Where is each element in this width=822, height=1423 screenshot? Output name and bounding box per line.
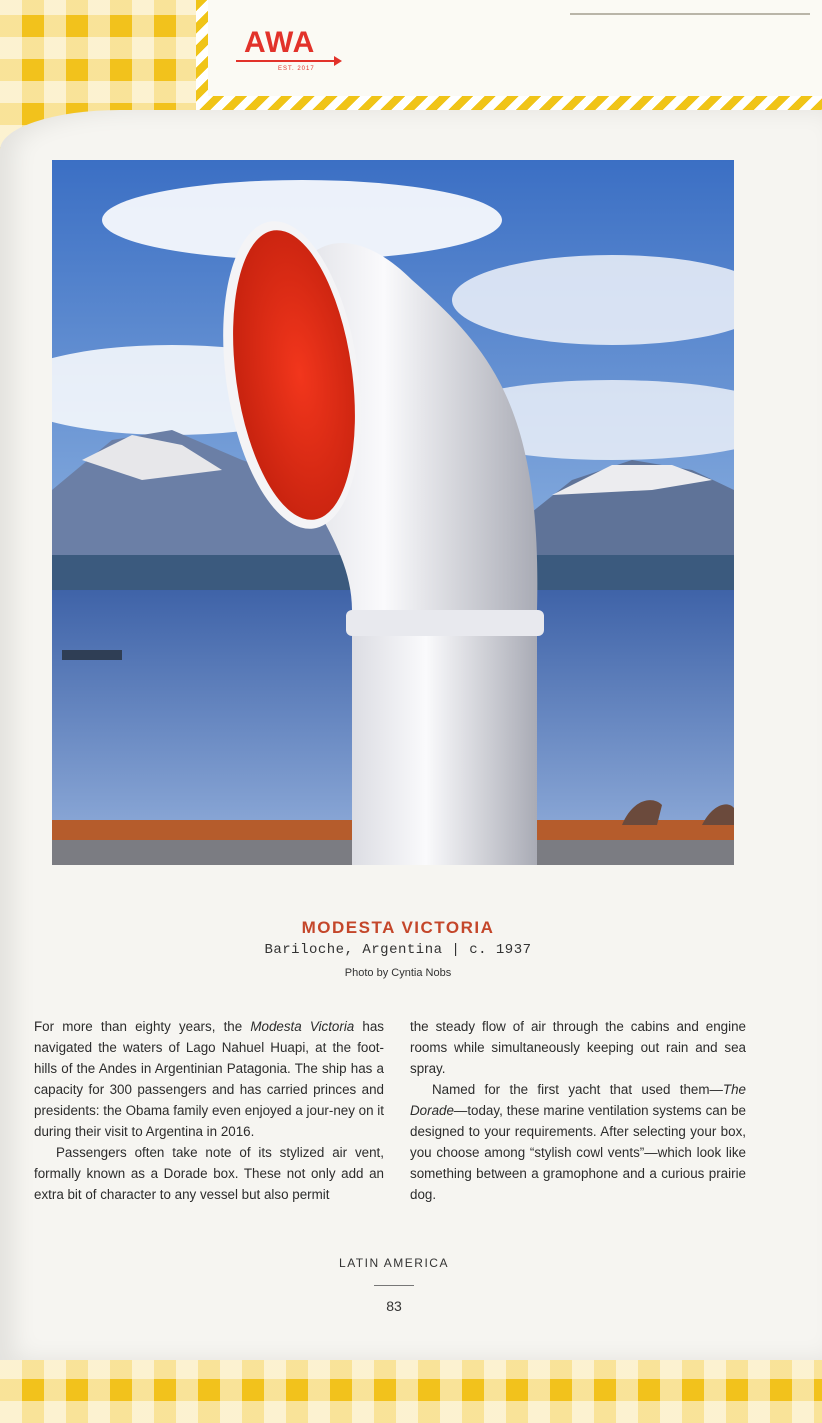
- body-column-left: [34, 1016, 384, 1205]
- photo-dorade-vent: [52, 160, 734, 865]
- page-number: 83: [386, 1298, 402, 1314]
- book-page: [0, 110, 822, 1360]
- body-paragraph: Passengers often take note of its stylized air vent, formally known as a Dorade box. These not only add an extra bit of character to any vessel but also permit: [34, 1145, 384, 1202]
- logo-est-text: EST. 2017: [278, 66, 315, 72]
- body-text: Named for the first yacht that used them—: [432, 1082, 723, 1097]
- photo-credit: Photo by Cyntia Nobs: [344, 967, 452, 979]
- body-paragraph: the steady flow of air through the cabins and engine rooms while simultaneously keeping out rain and sea spray.: [410, 1019, 746, 1076]
- body-column-right: [410, 1016, 746, 1205]
- body-paragraph: [410, 1079, 746, 1205]
- body-text: For more than eighty years, the: [34, 1019, 251, 1034]
- section-label: LATIN AMERICA: [339, 1256, 449, 1270]
- yacht-name-italic: The Dorade: [410, 1082, 746, 1118]
- body-text: —today, these marine ventilation systems can be designed to your requirements. After selecting your box, you choose among “stylish cowl vents”—which look like something between a gramophone and a curious prairie dog.: [410, 1103, 746, 1202]
- article-location: Bariloche, Argentina | c. 1937: [264, 942, 532, 958]
- body-text: has navigated the waters of Lago Nahuel Huapi, at the foot-hills of the Andes in Argentinian Patagonia. The ship has a capacity for 300 passengers and has carried princes and presidents: the Obama family even enjoyed a jour-ney on it during their visit to Argentina in 2016.: [34, 1019, 384, 1139]
- footer-divider: [374, 1285, 414, 1286]
- ship-name-italic: Modesta Victoria: [250, 1019, 355, 1034]
- article-title: MODESTA VICTORIA: [301, 918, 495, 937]
- logo-arrow-icon: [334, 56, 342, 66]
- body-paragraph: [34, 1016, 384, 1142]
- awa-logo: AWA: [244, 26, 316, 59]
- logo-underline: [236, 60, 336, 62]
- card-rule: [570, 13, 810, 15]
